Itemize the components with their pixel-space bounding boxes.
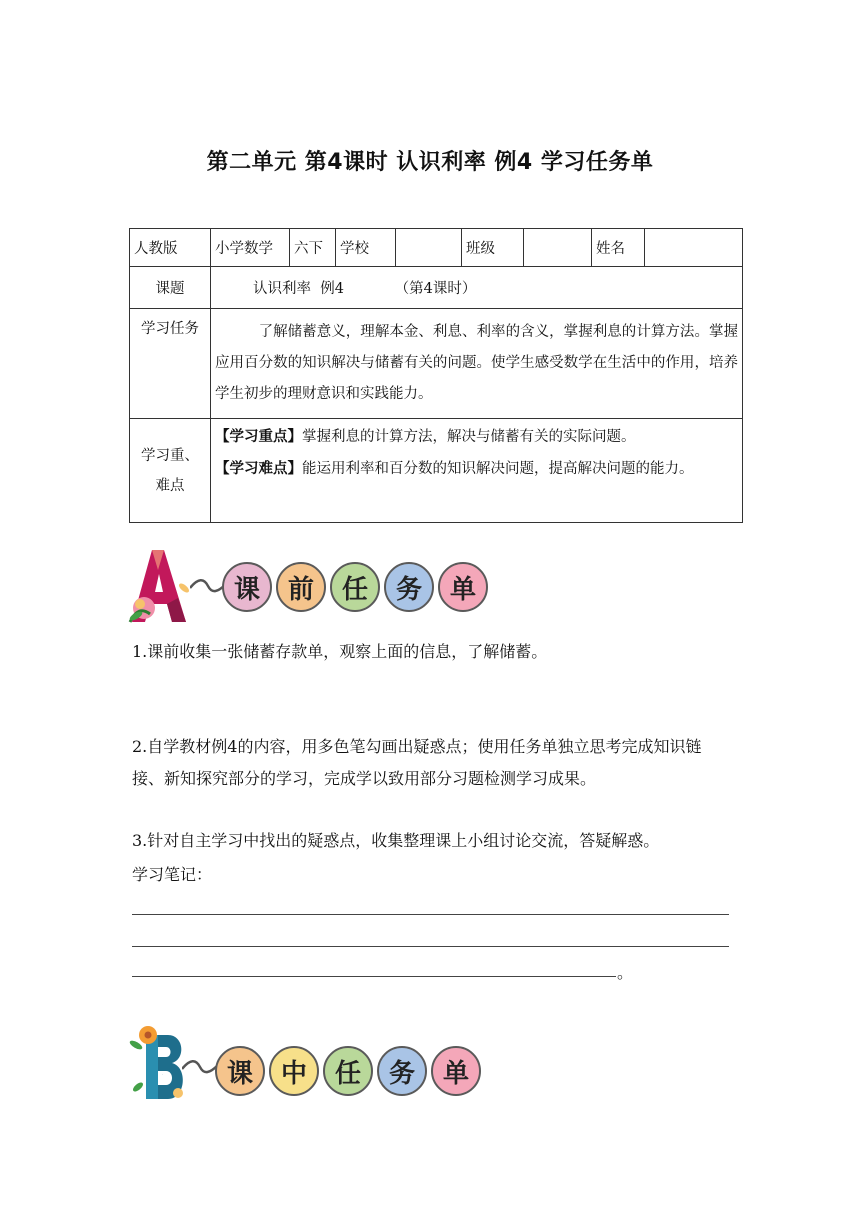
banner-b-char-5: 单 bbox=[431, 1046, 481, 1096]
notes-period: 。 bbox=[617, 963, 634, 982]
banner-a-char-3: 任 bbox=[330, 562, 380, 612]
task-item-1: 1.课前收集一张储蓄存款单，观察上面的信息，了解储蓄。 bbox=[132, 642, 548, 661]
banner-a-char-1: 课 bbox=[222, 562, 272, 612]
grade-cell: 六下 bbox=[290, 229, 336, 267]
info-row-key-points bbox=[130, 419, 743, 523]
svg-text:A: A bbox=[164, 598, 165, 599]
key-point-tag: 【学习重点】 bbox=[215, 428, 302, 445]
topic-label: 课题 bbox=[130, 267, 211, 309]
banner-a-char-2: 前 bbox=[276, 562, 326, 612]
banner-a-char-4: 务 bbox=[384, 562, 434, 612]
subject-cell: 小学数学 bbox=[211, 229, 290, 267]
page-title: 第二单元 第4课时 认识利率 例4 学习任务单 bbox=[206, 150, 654, 175]
key-point-text: 掌握利息的计算方法，解决与储蓄有关的实际问题。 bbox=[302, 429, 636, 445]
school-value-cell[interactable] bbox=[396, 229, 462, 267]
task-text: 了解储蓄意义，理解本金、利息、利率的含义，掌握利息的计算方法。掌握应用百分数的知识解决与储蓄有关的问题。使学生感受数学在生活中的作用，培养学生初步的理财意识和实践能力。 bbox=[215, 324, 738, 402]
key-point bbox=[215, 421, 738, 453]
connector-squiggle-b bbox=[182, 1057, 218, 1077]
banner-a-circles bbox=[222, 562, 488, 612]
info-row-header bbox=[130, 229, 743, 267]
svg-text:B: B bbox=[162, 1075, 163, 1076]
school-label-cell: 学校 bbox=[336, 229, 396, 267]
name-value-cell[interactable] bbox=[645, 229, 743, 267]
class-value-cell[interactable] bbox=[524, 229, 592, 267]
edition-cell: 人教版 bbox=[130, 229, 211, 267]
connector-squiggle-a bbox=[190, 576, 226, 596]
topic-value: 认识利率 例4 （第4课时） bbox=[211, 267, 743, 309]
banner-b-char-3: 任 bbox=[323, 1046, 373, 1096]
banner-b-char-1: 课 bbox=[215, 1046, 265, 1096]
info-table bbox=[129, 228, 743, 523]
banner-b-circles bbox=[215, 1046, 481, 1096]
class-label-cell: 班级 bbox=[462, 229, 524, 267]
banner-b-char-2: 中 bbox=[269, 1046, 319, 1096]
notes-line-2[interactable] bbox=[132, 946, 729, 947]
info-row-task bbox=[130, 309, 743, 419]
task-item-3: 3.针对自主学习中找出的疑惑点，收集整理课上小组讨论交流，答疑解惑。 bbox=[132, 831, 660, 850]
task-label: 学习任务 bbox=[130, 309, 211, 419]
difficult-point bbox=[215, 453, 738, 485]
notes-line-1[interactable] bbox=[132, 914, 729, 915]
notes-label: 学习笔记： bbox=[132, 865, 213, 884]
notes-line-3[interactable] bbox=[132, 976, 616, 977]
banner-a-char-5: 单 bbox=[438, 562, 488, 612]
difficult-point-tag: 【学习难点】 bbox=[215, 460, 302, 477]
task-cell bbox=[211, 309, 743, 419]
key-cell bbox=[211, 419, 743, 523]
key-label: 学习重、难点 bbox=[130, 419, 211, 523]
banner-b-char-4: 务 bbox=[377, 1046, 427, 1096]
difficult-point-text: 能运用利率和百分数的知识解决问题，提高解决问题的能力。 bbox=[302, 461, 694, 477]
task-item-2: 2.自学教材例4的内容，用多色笔勾画出疑惑点；使用任务单独立思考完成知识链接、新知探究部分的学习，完成学以致用部分习题检测学习成果。 bbox=[132, 737, 702, 788]
name-label-cell: 姓名 bbox=[592, 229, 645, 267]
info-row-topic bbox=[130, 267, 743, 309]
